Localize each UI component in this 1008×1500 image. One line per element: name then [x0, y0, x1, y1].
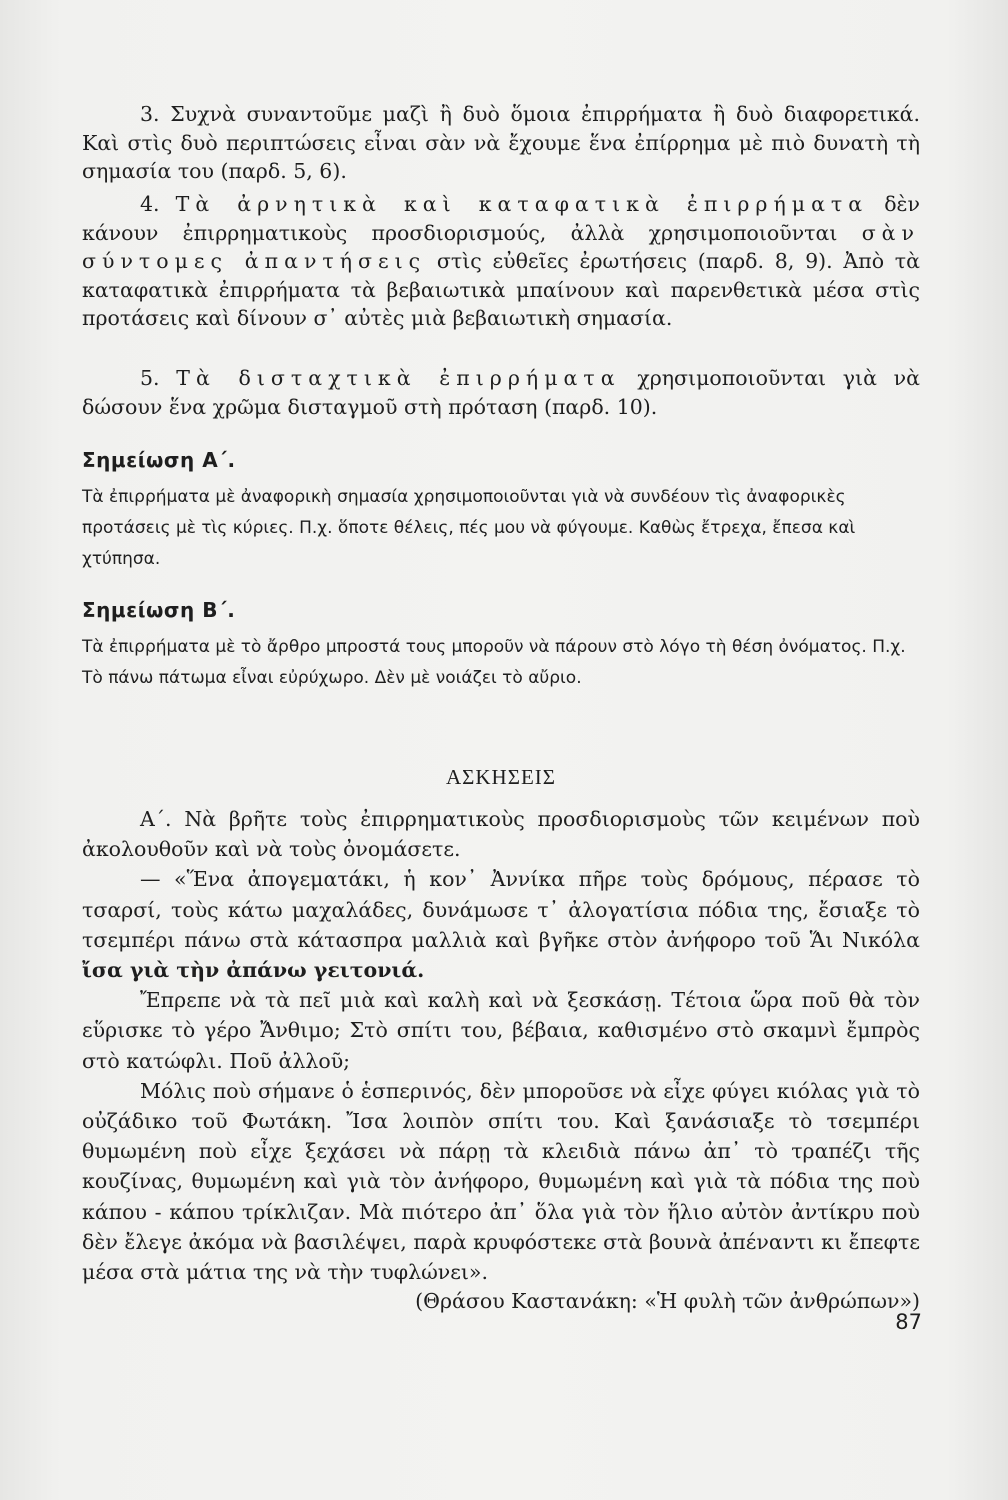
paragraph-5	[82, 364, 920, 421]
quote-1-bold: ἴσα γιὰ τὴν ἀπάνω γειτονιά.	[82, 958, 425, 983]
paragraph-4-number: 4.	[140, 192, 176, 216]
page-number: 87	[895, 1310, 922, 1334]
exercise-a-task: Α΄. Νὰ βρῆτε τοὺς ἐπιρρηματικοὺς προσδιορισμοὺς τῶν κειμένων ποὺ ἀκολουθοῦν καὶ νὰ τοὺς ὀνομάσετε.	[82, 807, 920, 862]
paragraph-5-body: χρησιμοποιοῦνται γιὰ νὰ δώσουν ἕνα χρῶμα δισταγμοῦ στὴ πρόταση (παρδ. 10).	[82, 366, 920, 419]
paragraph-4-emphasis: σὰν σύντομες ἀπαντήσεις	[82, 220, 920, 274]
paragraph-3	[82, 100, 920, 186]
exercise-a-quote-2: Ἔπρεπε νὰ τὰ πεῖ μιὰ καὶ καλὴ καὶ νὰ ξεσκάσῃ. Τέτοια ὥρα ποῦ θὰ τὸν εὕρισκε τὸ γέρο Ἄνθιμο; Στὸ σπίτι του, βέβαια, καθισμένο στὸ σκαμνὶ ἔμπρὸς στὸ κατώφλι. Ποῦ ἀλλοῦ;	[82, 988, 920, 1073]
exercises-title: ΑΣΚΗΣΕΙΣ	[446, 765, 556, 789]
paragraph-4-heading: Τὰ ἀρνητικὰ καὶ καταφατικὰ ἐπιρρήματα	[175, 192, 869, 216]
note-b-text: Τὰ ἐπιρρήματα μὲ τὸ ἄρθρο μπροστά τους μποροῦν νὰ πάρουν στὸ λόγο τὴ θέση ὀνόματος. Π.χ. Τὸ πάνω πάτωμα εἶναι εὐρύχωρο. Δὲν μὲ νοιάζει τὸ αὔριο.	[82, 637, 906, 688]
note-b	[82, 598, 920, 694]
exercise-a	[82, 804, 920, 1313]
paragraph-4-body-a: δὲν κάνουν ἐπιρρηματικοὺς προσδιορισμούς, ἀλλὰ χρησιμοποιοῦνται	[82, 192, 920, 245]
paragraph-5-text	[82, 364, 920, 421]
paragraph-3-text: 3. Συχνὰ συναντοῦμε μαζὶ ἢ δυὸ ὅμοια ἐπιρρήματα ἢ δυὸ διαφορετικά. Καὶ στὶς δυὸ περιπτώσεις εἶναι σὰν νὰ ἔχουμε ἕνα ἐπίρρημα μὲ πιὸ δυνατὴ τὴ σημασία του (παρδ. 5, 6).	[82, 102, 920, 184]
paragraph-4	[82, 190, 920, 333]
note-b-heading: Σημείωση Β΄.	[82, 598, 236, 622]
paragraph-4-body-b: στὶς εὐθεῖες ἐρωτήσεις (παρδ. 8, 9). Ἀπὸ τὰ καταφατικὰ ἐπιρρήματα τὰ βεβαιωτικὰ μπαίνουν καὶ παρενθετικὰ μέσα στὶς προτάσεις καὶ δίνουν σ᾽ αὐτὲς μιὰ βεβαιωτικὴ σημασία.	[82, 249, 920, 331]
exercise-a-quote-1	[82, 864, 920, 985]
note-a	[82, 448, 920, 575]
note-a-heading: Σημείωση Α΄.	[82, 448, 236, 472]
quote-1-text: — «Ἕνα ἀπογεματάκι, ἡ κον᾽ Ἀννίκα πῆρε τοὺς δρόμους, πέρασε τὸ τσαρσί, τοὺς κάτω μαχαλάδες, δυνάμωσε τ᾽ ἀλογατίσια πόδια της, ἔσιαξε τὸ τσεμπέρι πάνω στὰ κάτασπρα μαλλιὰ καὶ βγῆκε στὸν ἀνήφορο τοῦ Ἅι Νικόλα	[82, 867, 920, 952]
paragraph-4-text	[82, 190, 920, 333]
exercise-a-quote-3: Μόλις ποὺ σήμανε ὁ ἑσπερινός, δὲν μποροῦσε νὰ εἶχε φύγει κιόλας γιὰ τὸ οὐζάδικο τοῦ Φωτάκη. Ἴσα λοιπὸν σπίτι του. Καὶ ξανάσιαξε τὸ τσεμπέρι θυμωμένη ποὺ εἶχε ξεχάσει νὰ πάρῃ τὰ κλειδιὰ πάνω ἀπ᾽ τὸ τραπέζι τῆς κουζίνας, θυμωμένη καὶ γιὰ τὸν ἀνήφορο, θυμωμένη καὶ γιὰ τὰ πόδια της ποὺ κάπου - κάπου τρίκλιζαν. Μὰ πιότερο ἀπ᾽ ὅλα γιὰ τὸν ἥλιο αὐτὸν ἀντίκρυ ποὺ δὲν ἔλεγε ἀκόμα νὰ βασιλέψει, παρὰ κρυφόστεκε στὰ βουνὰ ἀπέναντι κι ἔπεφτε μέσα στὰ μάτια της νὰ τὴν τυφλώνει».	[82, 1078, 920, 1285]
paragraph-5-heading: Τὰ δισταχτικὰ ἐπιρρήματα	[176, 366, 621, 390]
note-a-text: Τὰ ἐπιρρήματα μὲ ἀναφορικὴ σημασία χρησιμοποιοῦνται γιὰ νὰ συνδέουν τὶς ἀναφορικὲς προτάσεις μὲ τὶς κύριες. Π.χ. ὅποτε θέλεις, πές μου νὰ φύγουμε. Καθὼς ἔτρεχα, ἔπεσα καὶ χτύπησα.	[82, 487, 856, 569]
exercises-section	[82, 765, 920, 790]
quote-source: (Θράσου Καστανάκη: «Ἡ φυλὴ τῶν ἀνθρώπων»)	[415, 1289, 920, 1314]
paragraph-5-number: 5.	[140, 366, 177, 390]
